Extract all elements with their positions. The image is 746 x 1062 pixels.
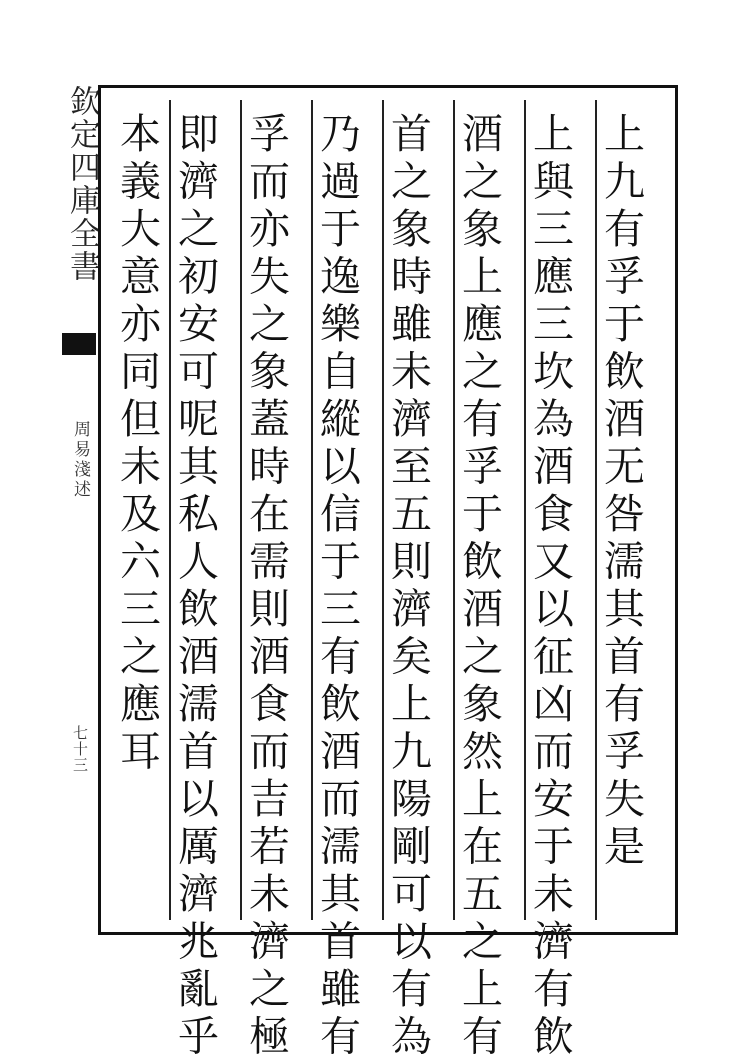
text-column-4: 首之象時雖未濟至五則濟矣上九陽剛可以有為 bbox=[384, 112, 432, 1062]
fish-tail-mark bbox=[62, 333, 96, 355]
page-margin bbox=[56, 85, 100, 935]
text-column-3: 酒之象上應之有孚于飲酒之象然上在五之上有 bbox=[455, 112, 503, 1062]
text-column-2: 上與三應三坎為酒食又以征凶而安于未濟有飲 bbox=[526, 112, 574, 1062]
text-column-6: 孚而亦失之象蓋時在需則酒食而吉若未濟之極 bbox=[242, 112, 290, 1062]
text-column-8: 本義大意亦同但未及六三之應耳 bbox=[113, 112, 161, 777]
text-column-7: 即濟之初安可呢其私人飲酒濡首以厲濟兆亂乎 bbox=[171, 112, 219, 1062]
text-column-5: 乃過于逸樂自縱以信于三有飲酒而濡其首雖有 bbox=[313, 112, 361, 1062]
book-title: 周易淺述 bbox=[70, 420, 90, 500]
page-number: 七十三 bbox=[71, 725, 89, 773]
collection-title: 欽定四庫全書 bbox=[64, 85, 100, 283]
text-column-1: 上九有孚于飲酒无咎濡其首有孚失是 bbox=[597, 112, 645, 872]
